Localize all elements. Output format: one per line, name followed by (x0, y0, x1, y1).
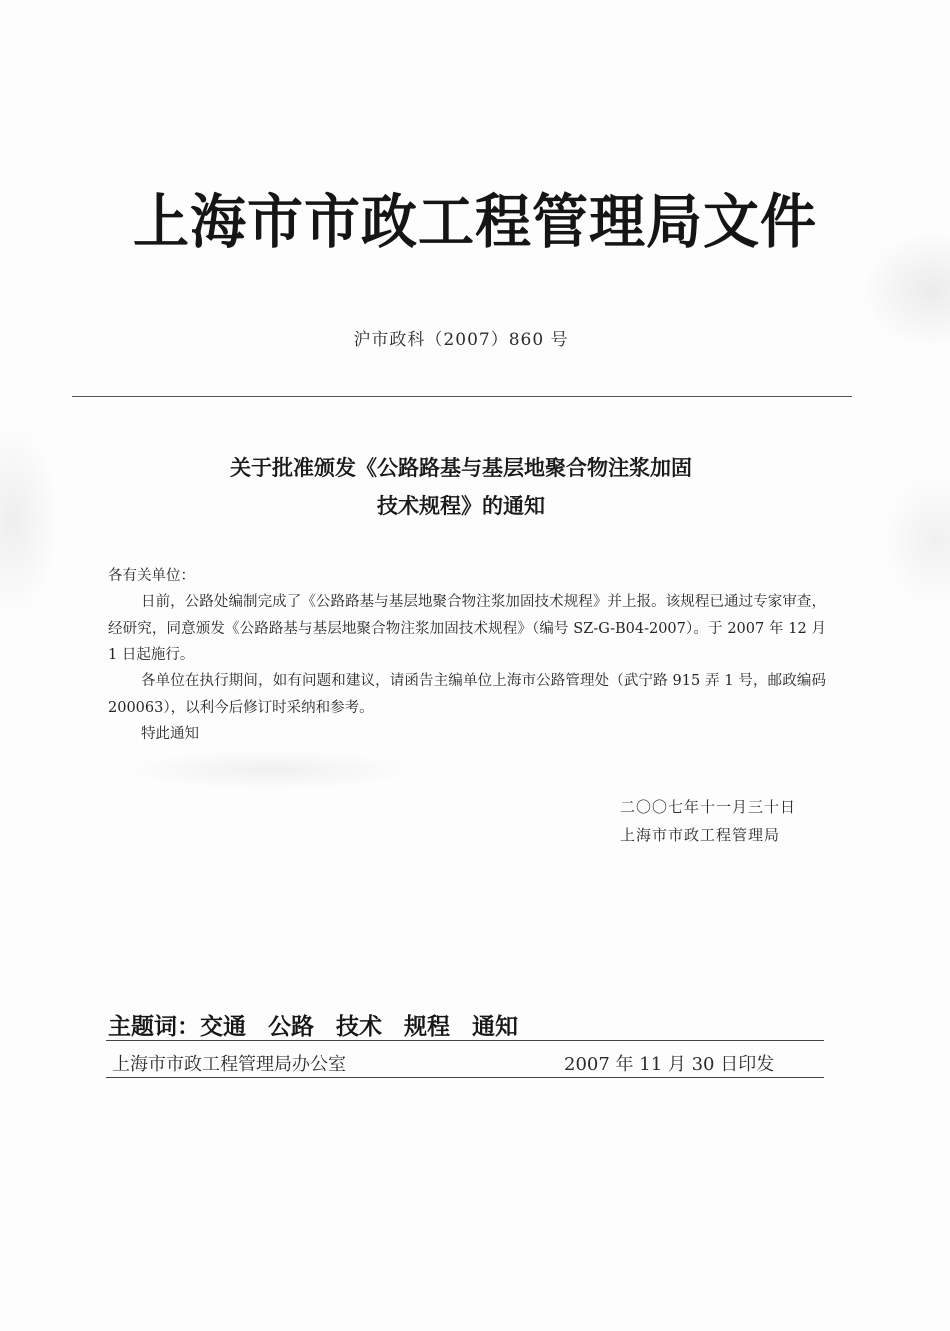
document-number: 沪市政科（2007）860 号 (353, 330, 569, 350)
body-paragraph-2: 各单位在执行期间，如有问题和建议，请函告主编单位上海市公路管理处（武宁路 915 弄 1 号，邮政编码 200063），以利今后修订时采纳和参考。 (108, 673, 826, 716)
keywords-label: 主题词： (108, 1014, 200, 1040)
keyword: 通知 (472, 1014, 518, 1040)
keyword: 规程 (404, 1014, 450, 1040)
scan-noise (120, 750, 420, 790)
footer-divider-top (106, 1040, 824, 1041)
keyword: 公路 (268, 1014, 314, 1040)
footer-divider-bottom (106, 1077, 824, 1078)
scan-noise (0, 420, 60, 620)
masthead-title: 上海市市政工程管理局文件 (133, 188, 817, 257)
salutation: 各有关单位： (108, 568, 195, 584)
signature-date: 二〇〇七年十一月三十日 (620, 798, 797, 816)
notice-title-line-2: 技术规程》的通知 (377, 494, 545, 518)
signature-organization: 上海市市政工程管理局 (620, 826, 781, 844)
header-divider (72, 396, 852, 397)
issuing-office: 上海市市政工程管理局办公室 (112, 1054, 346, 1075)
closing-line: 特此通知 (141, 726, 199, 742)
body-paragraph-1: 日前，公路处编制完成了《公路路基与基层地聚合物注浆加固技术规程》并上报。该规程已通过专家审查，经研究，同意颁发《公路路基与基层地聚合物注浆加固技术规程》（编号 SZ-G-B04-2007）。于 2007 年 12 月 1 日起施行。 (108, 594, 826, 663)
keyword: 交通 (200, 1014, 246, 1040)
keywords-line (108, 1008, 540, 1041)
notice-title-line-1: 关于批准颁发《公路路基与基层地聚合物注浆加固 (230, 456, 692, 480)
keyword: 技术 (336, 1014, 382, 1040)
print-date: 2007 年 11 月 30 日印发 (564, 1054, 775, 1075)
